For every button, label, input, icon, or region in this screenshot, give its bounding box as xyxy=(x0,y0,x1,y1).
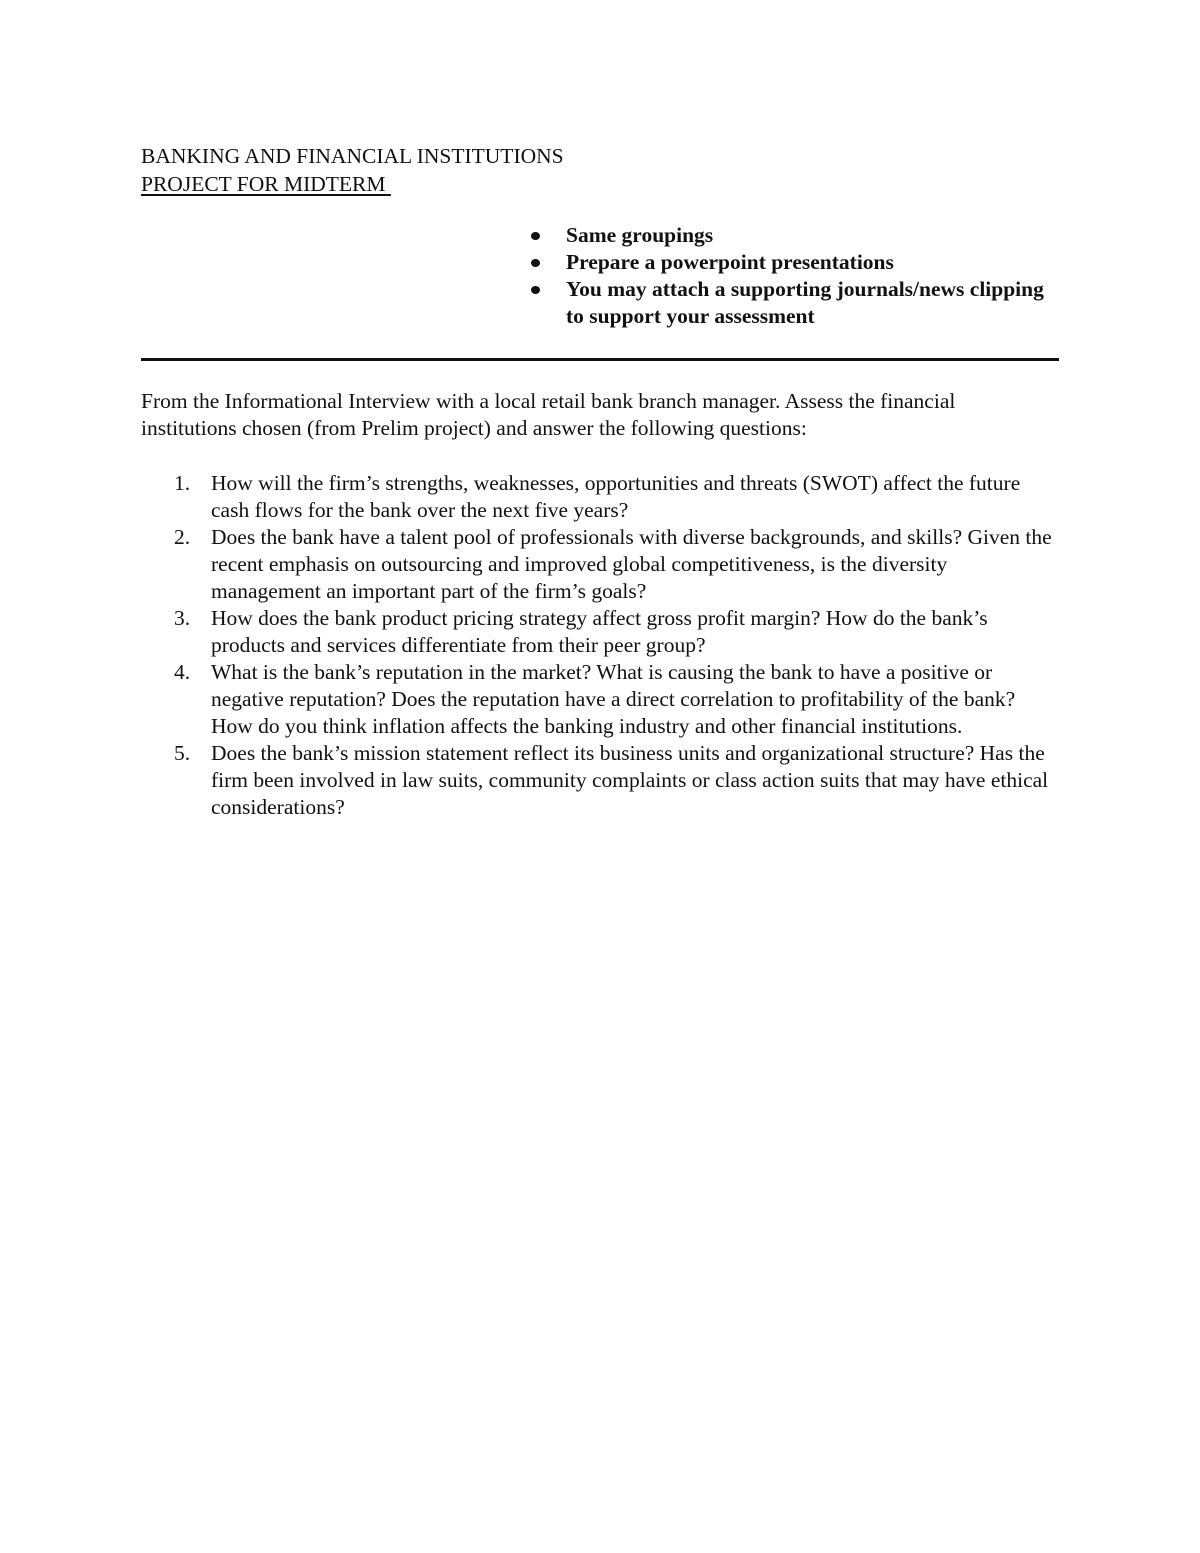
document-title: BANKING AND FINANCIAL INSTITUTIONS xyxy=(141,144,564,168)
question-number: 4. xyxy=(174,660,191,684)
question-item xyxy=(141,524,1061,605)
bullet-item xyxy=(528,249,1048,276)
bullet-text: Same groupings xyxy=(566,223,714,247)
bullet-icon xyxy=(531,286,540,294)
question-item xyxy=(141,470,1061,524)
bullet-text: Prepare a powerpoint presentations xyxy=(566,250,894,274)
instructions-bullet-list xyxy=(528,222,1048,330)
question-text: Does the bank have a talent pool of professionals with diverse backgrounds, and skills? Given the recent emphasis on outsourcing and improved global competitiveness, is the diversity management an important part of the firm’s goals? xyxy=(211,525,1052,603)
question-number: 2. xyxy=(174,525,191,549)
document-subtitle: PROJECT FOR MIDTERM xyxy=(141,172,391,196)
question-item xyxy=(141,659,1061,740)
question-text: How does the bank product pricing strategy affect gross profit margin? How do the bank’s products and services differentiate from their peer group? xyxy=(211,606,988,657)
bullet-icon xyxy=(531,232,540,240)
intro-paragraph: From the Informational Interview with a local retail bank branch manager. Assess the financial institutions chosen (from Prelim project) and answer the following questions: xyxy=(141,389,956,440)
bullet-item xyxy=(528,276,1048,330)
bullet-item xyxy=(528,222,1048,249)
question-text: What is the bank’s reputation in the market? What is causing the bank to have a positive or negative reputation? Does the reputation have a direct correlation to profitability of the bank? How do you think inflation affects the banking industry and other financial institutions. xyxy=(211,660,1016,738)
question-item xyxy=(141,605,1061,659)
bullet-icon xyxy=(531,259,540,267)
horizontal-divider xyxy=(141,358,1059,361)
title-block xyxy=(141,142,564,198)
question-number: 5. xyxy=(174,741,191,765)
question-number: 1. xyxy=(174,471,191,495)
bullet-text: You may attach a supporting journals/news clipping to support your assessment xyxy=(566,277,1044,328)
questions-list xyxy=(141,470,1061,821)
question-item xyxy=(141,740,1061,821)
question-number: 3. xyxy=(174,606,191,630)
question-text: Does the bank’s mission statement reflect its business units and organizational structure? Has the firm been involved in law suits, community complaints or class action suits that may have ethical considerations? xyxy=(211,741,1049,819)
question-text: How will the firm’s strengths, weaknesses, opportunities and threats (SWOT) affect the future cash flows for the bank over the next five years? xyxy=(211,471,1021,522)
